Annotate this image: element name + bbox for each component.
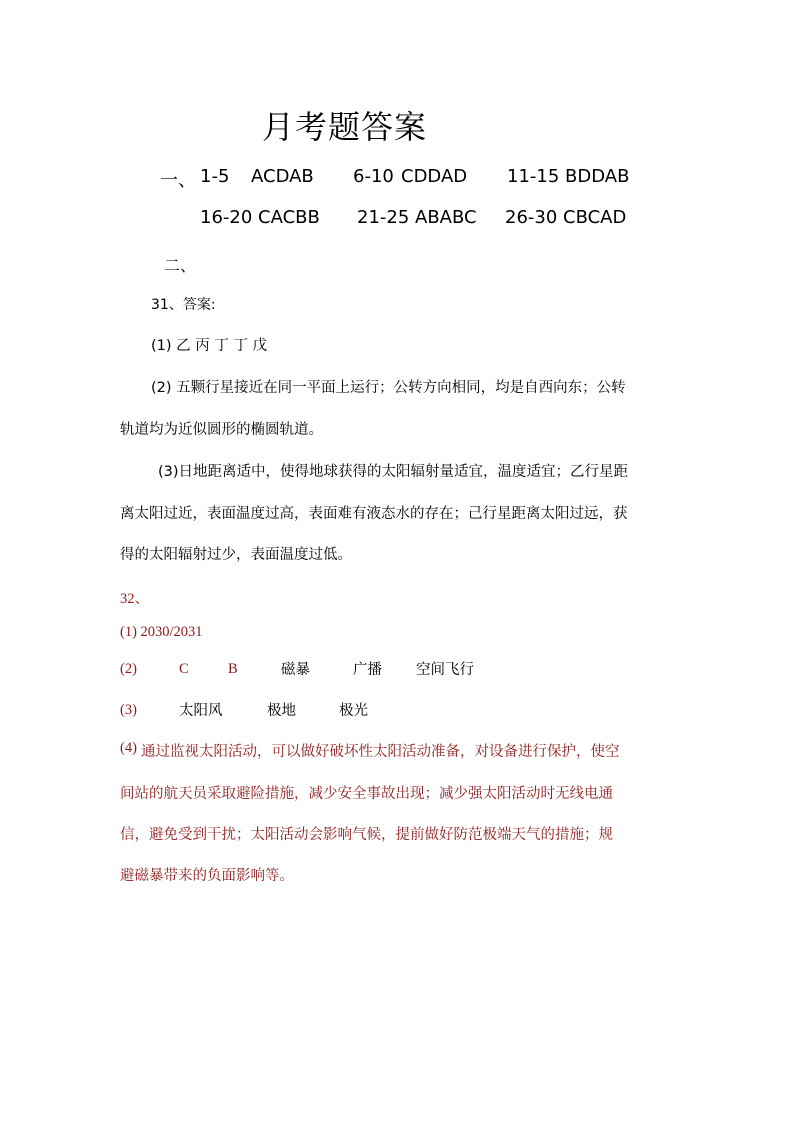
q32-part4-line2: 间站的航天员采取避险措施，减少安全事故出现；减少强太阳活动时无线电通 <box>120 786 613 802</box>
q32-part4-line4: 避磁暴带来的负面影响等。 <box>120 868 294 884</box>
section2-label: 二、 <box>164 256 197 275</box>
mc-range: 26-30 <box>505 207 558 228</box>
q31-heading: 31、答案: <box>151 297 216 313</box>
q32-part2-answer-c: 磁暴 <box>281 662 310 678</box>
mc-range: 11-15 <box>507 166 560 187</box>
page-title: 月考题答案 <box>262 108 428 146</box>
q31-part3-line3: 得的太阳辐射过少，表面温度过低。 <box>120 547 352 563</box>
q32-part3-answer-c: 极光 <box>339 703 368 719</box>
section1-label: 一、 <box>160 170 196 191</box>
mc-answers: BDDAB <box>565 166 630 187</box>
q32-part2-answer-a: C <box>179 661 189 677</box>
q31-part2-line1: (2) 五颗行星接近在同一平面上运行；公转方向相同，均是自西向东；公转 <box>151 380 626 396</box>
q32-part1: (1) 2030/2031 <box>120 624 203 640</box>
q31-part1: (1) 乙 丙 丁 丁 戊 <box>151 338 268 354</box>
q32-part4-number: (4) <box>120 740 137 756</box>
q32-part3-answer-a: 太阳风 <box>179 703 223 719</box>
mc-range: 21-25 <box>357 207 410 228</box>
q32-part2-answer-b: B <box>228 661 238 677</box>
mc-answers: ACDAB <box>251 166 314 187</box>
mc-range: 16-20 <box>200 207 253 228</box>
q31-part3-line1: (3)日地距离适中，使得地球获得的太阳辐射量适宜，温度适宜；乙行星距 <box>158 464 629 480</box>
q31-part3-line2: 离太阳过近，表面温度过高，表面难有液态水的存在；己行星距离太阳过远，获 <box>120 506 628 522</box>
q32-heading: 32、 <box>120 591 149 607</box>
q32-part2-answer-d: 广播 <box>353 662 382 678</box>
mc-answers: CBCAD <box>563 207 627 228</box>
q32-part2-number: (2) <box>120 661 137 677</box>
mc-answers: CDDAD <box>401 166 468 187</box>
q32-part4-line1: 通过监视太阳活动，可以做好破坏性太阳活动准备，对设备进行保护，使空 <box>141 744 620 760</box>
q32-part4-line3: 信，避免受到干扰；太阳活动会影响气候，提前做好防范极端天气的措施；规 <box>120 827 613 843</box>
q32-part3-number: (3) <box>120 702 137 718</box>
mc-range: 1-5 <box>200 166 230 187</box>
q32-part3-answer-b: 极地 <box>267 703 296 719</box>
mc-answers: ABABC <box>415 207 477 228</box>
q32-part2-answer-e: 空间飞行 <box>416 662 474 678</box>
mc-answers: CACBB <box>258 207 320 228</box>
mc-range: 6-10 <box>353 166 394 187</box>
q31-part2-line2: 轨道均为近似圆形的椭圆轨道。 <box>120 422 323 438</box>
